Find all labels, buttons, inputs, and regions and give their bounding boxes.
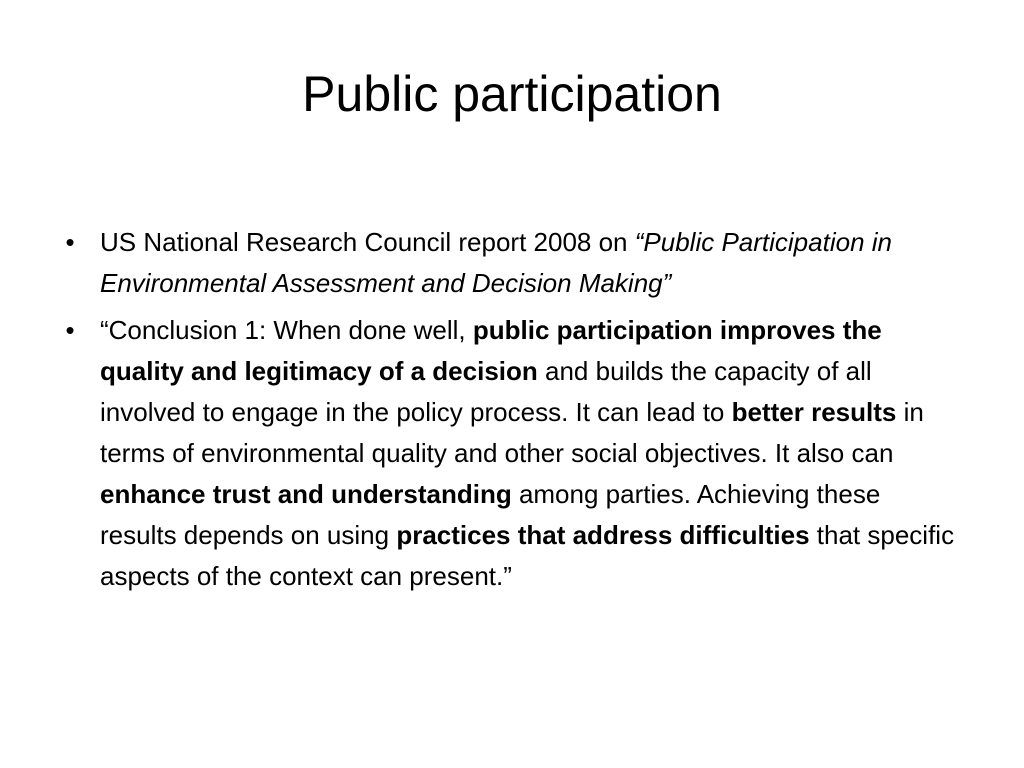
quote-emphasis-segment: practices that address difficulties [396,520,810,550]
slide-title: Public participation [302,66,722,122]
bullet-item-conclusion [60,310,956,597]
quote-emphasis-segment: enhance trust and understanding [100,479,512,509]
quote-text-segment: “Conclusion 1: When done well, [100,315,473,345]
quote-text-segment: and builds the capacity of all involved to engage in the policy process. It can lead to [100,356,872,427]
quote-text-segment: among parties. Achieving these results depends on using [100,479,881,550]
bullet-item-report [60,222,956,304]
bullet-list [60,222,956,603]
quote-emphasis-segment: public participation improves the quality and legitimacy of a decision [100,315,882,386]
bullet-text [100,227,892,298]
report-intro-text: US National Research Council report 2008 on [100,227,635,257]
report-title-text: “Public Participation in Environmental Assessment and Decision Making” [100,227,892,298]
bullet-text [100,315,954,591]
bullet-icon: • [65,315,75,345]
quote-emphasis-segment: better results [731,397,897,427]
quote-text-segment: that specific aspects of the context can present.” [100,520,955,591]
bullet-icon: • [65,227,75,257]
quote-text-segment: in terms of environmental quality and other social objectives. It also can [100,397,924,468]
